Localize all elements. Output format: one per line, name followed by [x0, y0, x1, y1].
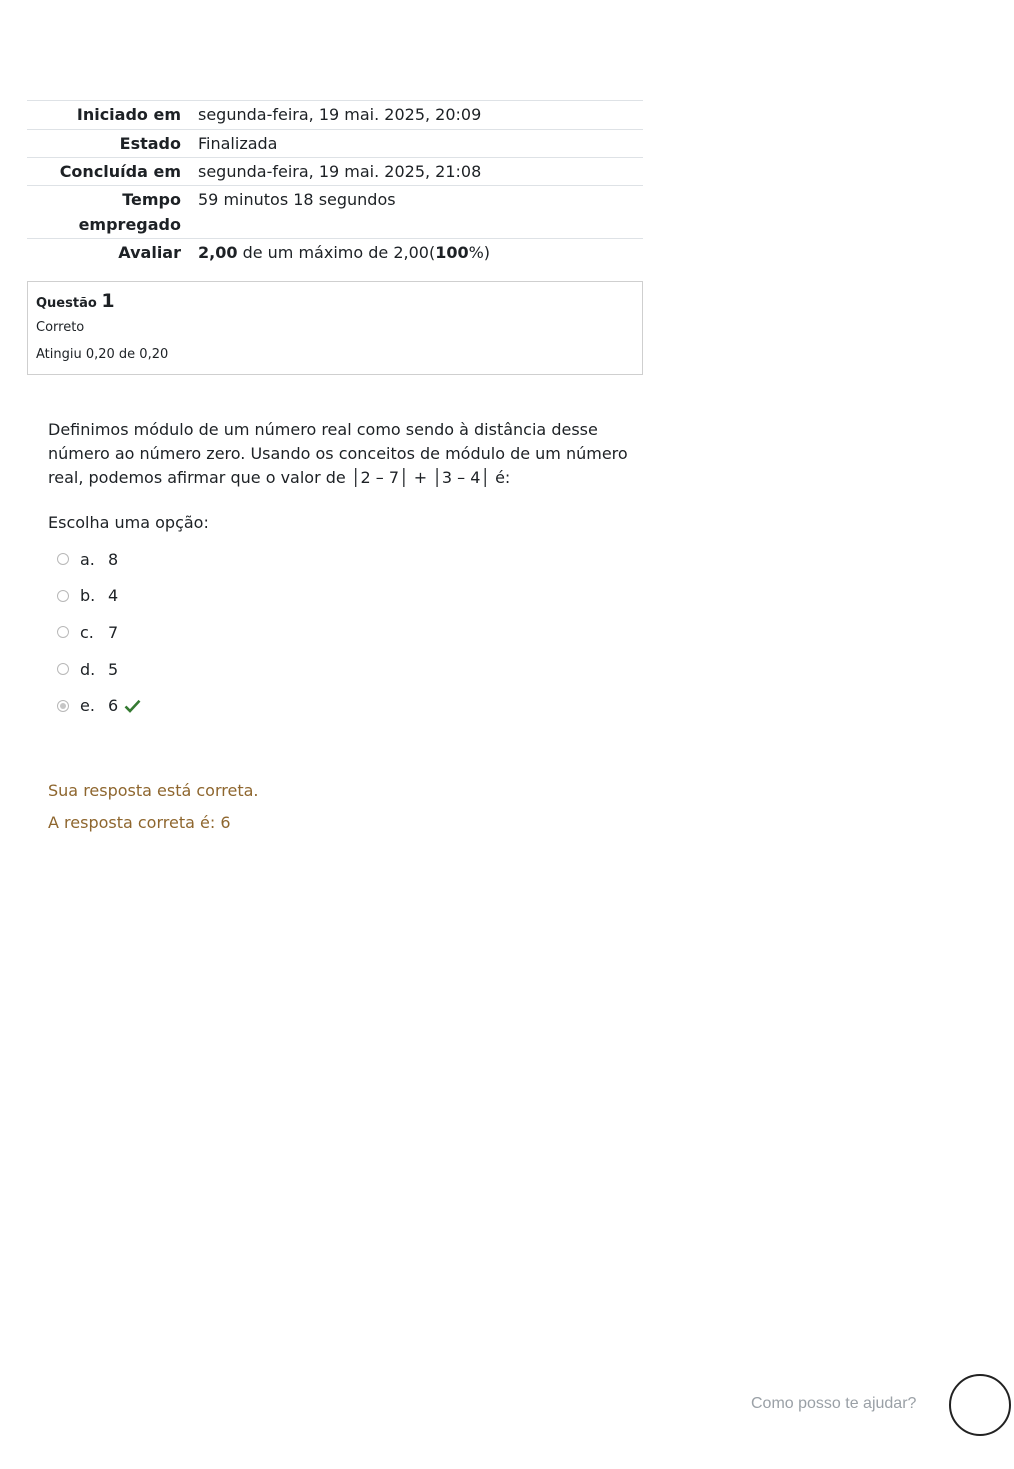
summary-label: Concluída em [27, 158, 198, 186]
answer-value: 8 [108, 549, 119, 569]
answer-letter: c. [80, 622, 94, 642]
summary-value: 59 minutos 18 segundos [198, 186, 643, 239]
answer-letter: b. [80, 586, 96, 606]
radio-button[interactable] [57, 553, 69, 565]
summary-row-started [27, 101, 643, 130]
summary-label: Iniciado em [27, 101, 198, 130]
summary-row-time-taken [27, 186, 643, 239]
answer-value: 6 [108, 696, 119, 716]
summary-grade-value [198, 239, 643, 267]
question-state: Correto [36, 320, 85, 335]
grade-score: 2,00 [198, 243, 238, 262]
grade-percent: 100 [435, 243, 469, 262]
grade-middle: de um máximo de 2,00( [237, 243, 436, 262]
question-number-value: 1 [101, 290, 115, 312]
answer-option-c[interactable] [57, 620, 141, 644]
feedback-status: Sua resposta está correta. [48, 781, 259, 800]
answer-letter: d. [80, 659, 96, 679]
summary-label: Tempo empregado [27, 186, 198, 239]
radio-button[interactable] [57, 663, 69, 675]
summary-row-state [27, 130, 643, 158]
checkmark-icon [124, 699, 141, 713]
feedback-correct-answer: A resposta correta é: 6 [48, 813, 231, 832]
answer-value: 7 [108, 622, 119, 642]
summary-value: segunda-feira, 19 mai. 2025, 21:08 [198, 158, 643, 186]
answer-letter: e. [80, 696, 95, 716]
answer-option-b[interactable] [57, 584, 141, 608]
answer-option-d[interactable] [57, 657, 141, 681]
attempt-summary-table [27, 100, 643, 266]
help-prompt-text[interactable]: Como posso te ajudar? [751, 1395, 917, 1412]
chat-help-button[interactable] [949, 1374, 1011, 1436]
radio-button[interactable] [57, 590, 69, 602]
answer-value: 5 [108, 659, 119, 679]
answer-list [57, 547, 141, 730]
answer-letter: a. [80, 549, 95, 569]
question-info-box [27, 281, 643, 375]
summary-row-grade [27, 239, 643, 267]
summary-label: Avaliar [27, 239, 198, 267]
answer-option-e[interactable] [57, 694, 141, 718]
radio-button-selected[interactable] [57, 700, 69, 712]
question-grade: Atingiu 0,20 de 0,20 [36, 347, 169, 362]
grade-suffix: %) [468, 243, 491, 262]
summary-label: Estado [27, 130, 198, 158]
answer-option-a[interactable] [57, 547, 141, 571]
summary-value: segunda-feira, 19 mai. 2025, 20:09 [198, 101, 643, 130]
answer-prompt: Escolha uma opção: [48, 513, 209, 532]
radio-button[interactable] [57, 626, 69, 638]
summary-value: Finalizada [198, 130, 643, 158]
question-number [36, 290, 634, 312]
answer-value: 4 [108, 586, 119, 606]
question-text: Definimos módulo de um número real como sendo à distância desse número ao número zero. Usando os conceitos de módulo de um número real, podemos afirmar que o valor de │2 – 7│ + │3 – 4│ é: [48, 420, 628, 487]
question-label: Questão [36, 296, 97, 311]
summary-row-completed [27, 158, 643, 186]
